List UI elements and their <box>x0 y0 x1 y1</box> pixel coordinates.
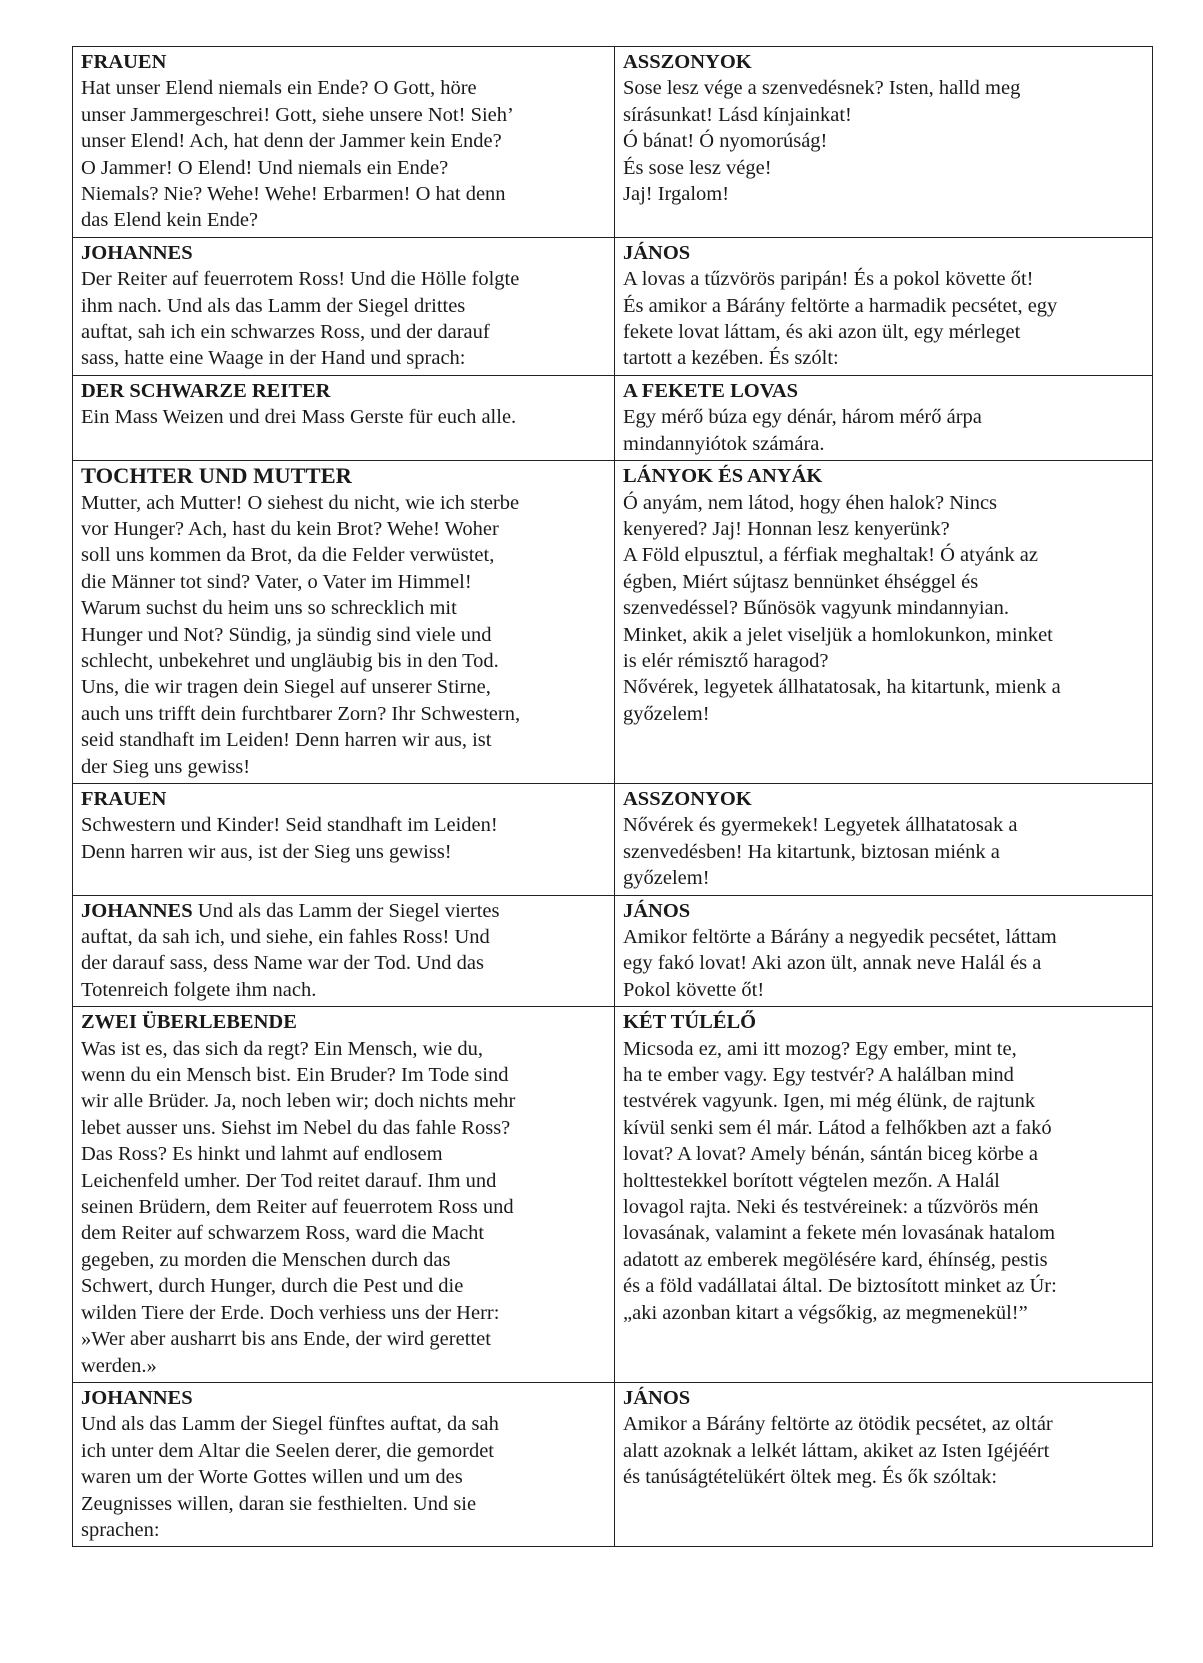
text-line: Nővérek és gyermekek! Legyetek állhatatosak a <box>623 814 1018 837</box>
text-line: sírásunkat! Lásd kínjainkat! <box>623 103 852 126</box>
hungarian-cell <box>615 461 1153 784</box>
hungarian-cell <box>615 895 1153 1007</box>
text-line: auftat, sah ich ein schwarzes Ross, und der darauf <box>81 321 490 344</box>
text-line-continuation: Und als das Lamm der Siegel viertes <box>192 899 500 922</box>
text-line: Amikor feltörte a Bárány a negyedik pecsétet, láttam <box>623 926 1057 948</box>
text-line: der darauf sass, dess Name war der Tod. Und das <box>81 952 484 975</box>
text-line: Leichenfeld umher. Der Tod reitet darauf. Ihm und <box>81 1169 497 1192</box>
speaker-name: KÉT TÚLÉLŐ <box>623 1011 757 1034</box>
text-line: fekete lovat láttam, és aki azon ült, egy mérleget <box>623 321 1021 344</box>
speaker-name: FRAUEN <box>81 787 167 810</box>
text-line: wilden Tiere der Erde. Doch verhiess uns der Herr: <box>81 1301 500 1324</box>
speaker-name: LÁNYOK ÉS ANYÁK <box>623 465 823 488</box>
text-line: És sose lesz vége! <box>623 156 772 179</box>
text-line: Amikor a Bárány feltörte az ötödik pecsétet, az oltár <box>623 1413 1053 1436</box>
text-line: Das Ross? Es hinkt und lahmt auf endlosem <box>81 1143 443 1166</box>
hungarian-cell <box>615 375 1153 460</box>
text-line: „aki azonban kitart a végsőkig, az megmenekül!” <box>623 1301 1028 1324</box>
text-line: Schwert, durch Hunger, durch die Pest und die <box>81 1275 464 1298</box>
german-cell <box>73 1007 615 1383</box>
text-line: adatott az emberek megölésére kard, éhínség, pestis <box>623 1248 1048 1271</box>
text-line: És amikor a Bárány feltörte a harmadik pecsétet, egy <box>623 294 1058 317</box>
german-cell <box>73 237 615 375</box>
text-line: waren um der Worte Gottes willen und um des <box>81 1466 463 1489</box>
text-line: Nővérek, legyetek állhatatosak, ha kitartunk, mienk a <box>623 676 1061 699</box>
text-line: sprachen: <box>81 1518 160 1541</box>
text-line: kívül senki sem él már. Látod a felhőkben azt a fakó <box>623 1116 1052 1139</box>
hungarian-cell <box>615 1007 1153 1383</box>
text-line: O Jammer! O Elend! Und niemals ein Ende? <box>81 156 449 179</box>
speaker-name: JÁNOS <box>623 899 691 922</box>
speaker-name: JOHANNES <box>81 241 193 264</box>
german-cell <box>73 783 615 895</box>
text-line: Ó bánat! Ó nyomorúság! <box>623 130 828 153</box>
text-line: Uns, die wir tragen dein Siegel auf unserer Stirne, <box>81 676 491 699</box>
speaker-name: JOHANNES <box>81 1386 193 1409</box>
text-line: A Föld elpusztul, a férfiak meghaltak! Ó atyánk az <box>623 544 1038 567</box>
speaker-name: ZWEI ÜBERLEBENDE <box>81 1011 297 1034</box>
text-line: schlecht, unbekehret und ungläubig bis in den Tod. <box>81 649 499 672</box>
text-line: Denn harren wir aus, ist der Sieg uns gewiss! <box>81 840 452 863</box>
text-line: Zeugnisses willen, daran sie festhielten. Und sie <box>81 1492 477 1515</box>
text-line: testvérek vagyunk. Igen, mi még élünk, de rajtunk <box>623 1090 1036 1113</box>
text-line: der Sieg uns gewiss! <box>81 755 251 778</box>
text-line: Der Reiter auf feuerrotem Ross! Und die Hölle folgte <box>81 268 520 291</box>
text-line: holttestekkel borított végtelen mezőn. A Halál <box>623 1169 1000 1192</box>
text-line: Micsoda ez, ami itt mozog? Egy ember, mint te, <box>623 1037 1017 1060</box>
text-line: seinen Brüdern, dem Reiter auf feuerrotem Ross und <box>81 1196 514 1219</box>
text-line: seid standhaft im Leiden! Denn harren wir aus, ist <box>81 729 492 752</box>
text-line <box>81 898 607 924</box>
text-line: Niemals? Nie? Wehe! Wehe! Erbarmen! O hat denn <box>81 183 506 206</box>
text-line: wenn du ein Mensch bist. Ein Bruder? Im Tode sind <box>81 1064 509 1087</box>
text-line: lovasának, valamint a fekete mén lovasának hatalom <box>623 1222 1056 1245</box>
hungarian-cell <box>615 783 1153 895</box>
text-line: egy fakó lovat! Aki azon ült, annak neve Halál és a <box>623 952 1042 975</box>
text-line: unser Jammergeschrei! Gott, siehe unsere Not! Sieh’ <box>81 103 514 126</box>
text-line: lovat? A lovat? Amely bénán, sántán biceg körbe a <box>623 1143 1038 1166</box>
text-line: is elér rémisztő haragod? <box>623 649 829 672</box>
text-line: Totenreich folgete ihm nach. <box>81 978 317 1001</box>
text-line: Mutter, ach Mutter! O siehest du nicht, wie ich sterbe <box>81 491 520 514</box>
german-cell <box>73 895 615 1007</box>
text-line: szenvedésben! Ha kitartunk, biztosan miénk a <box>623 840 1000 863</box>
speaker-name: A FEKETE LOVAS <box>623 379 799 402</box>
text-line: vor Hunger? Ach, hast du kein Brot? Wehe! Woher <box>81 517 499 540</box>
german-cell <box>73 375 615 460</box>
table-row <box>73 461 1153 784</box>
text-line: győzelem! <box>623 867 710 890</box>
table-row <box>73 237 1153 375</box>
table-row <box>73 895 1153 1007</box>
german-cell <box>73 47 615 238</box>
speaker-name: FRAUEN <box>81 51 167 73</box>
text-line: ha te ember vagy. Egy testvér? A halálban mind <box>623 1064 1014 1087</box>
text-line: sass, hatte eine Waage in der Hand und sprach: <box>81 347 466 370</box>
text-line: Hunger und Not? Sündig, ja sündig sind viele und <box>81 623 492 646</box>
text-line: das Elend kein Ende? <box>81 209 259 232</box>
table-row <box>73 1382 1153 1546</box>
text-line: Ó anyám, nem látod, hogy éhen halok? Nincs <box>623 491 998 514</box>
german-cell <box>73 461 615 784</box>
text-line: Sose lesz vége a szenvedésnek? Isten, halld meg <box>623 77 1021 100</box>
text-line: wir alle Brüder. Ja, noch leben wir; doch nichts mehr <box>81 1090 516 1113</box>
table-row <box>73 375 1153 460</box>
text-line: ich unter dem Altar die Seelen derer, die gemordet <box>81 1439 495 1462</box>
text-line: égben, Miért sújtasz bennünket éhséggel és <box>623 570 979 593</box>
hungarian-cell <box>615 237 1153 375</box>
text-line: auch uns trifft dein furchtbarer Zorn? Ihr Schwestern, <box>81 702 521 725</box>
text-line: die Männer tot sind? Vater, o Vater im Himmel! <box>81 570 472 593</box>
text-line: és tanúságtételükért öltek meg. És ők szóltak: <box>623 1466 998 1489</box>
hungarian-cell <box>615 47 1153 238</box>
text-line: szenvedéssel? Bűnösök vagyunk mindannyian. <box>623 597 1010 620</box>
text-line: Was ist es, das sich da regt? Ein Mensch, wie du, <box>81 1037 483 1060</box>
text-line: soll uns kommen da Brot, da die Felder verwüstet, <box>81 544 495 567</box>
text-line: Schwestern und Kinder! Seid standhaft im Leiden! <box>81 814 498 837</box>
text-line: kenyered? Jaj! Honnan lesz kenyerünk? <box>623 517 950 540</box>
text-line: és a föld vadállatai által. De biztosított minket az Úr: <box>623 1275 1057 1298</box>
text-line: Jaj! Irgalom! <box>623 183 730 206</box>
speaker-name: JÁNOS <box>623 1386 691 1409</box>
text-line: tartott a kezében. És szólt: <box>623 347 839 370</box>
text-line: Warum suchst du heim uns so schrecklich mit <box>81 597 457 620</box>
hungarian-cell <box>615 1382 1153 1546</box>
speaker-name: ASSZONYOK <box>623 51 752 73</box>
text-line: lebet ausser uns. Siehst im Nebel du das fahle Ross? <box>81 1116 511 1139</box>
text-line: Pokol követte őt! <box>623 978 765 1001</box>
text-line: »Wer aber ausharrt bis ans Ende, der wird gerettet <box>81 1328 491 1351</box>
text-line: Egy mérő búza egy dénár, három mérő árpa <box>623 406 982 429</box>
speaker-name: ASSZONYOK <box>623 787 752 810</box>
german-cell <box>73 1382 615 1546</box>
text-line: unser Elend! Ach, hat denn der Jammer kein Ende? <box>81 130 502 153</box>
text-line: dem Reiter auf schwarzem Ross, ward die Macht <box>81 1222 485 1245</box>
speaker-name: DER SCHWARZE REITER <box>81 379 331 402</box>
speaker-name: JÁNOS <box>623 241 691 264</box>
text-line: ihm nach. Und als das Lamm der Siegel drittes <box>81 294 466 317</box>
text-line: Minket, akik a jelet viseljük a homlokunkon, minket <box>623 623 1053 646</box>
table-row <box>73 47 1153 238</box>
text-line: Ein Mass Weizen und drei Mass Gerste für euch alle. <box>81 406 517 429</box>
speaker-name: JOHANNES <box>81 899 193 922</box>
text-line: werden.» <box>81 1354 157 1377</box>
text-line: auftat, da sah ich, und siehe, ein fahles Ross! Und <box>81 926 490 948</box>
text-line: alatt azoknak a lelkét láttam, akiket az Isten Igéjéért <box>623 1439 1050 1462</box>
table-row <box>73 783 1153 895</box>
text-line: győzelem! <box>623 702 710 725</box>
text-line: mindannyiótok számára. <box>623 432 825 455</box>
text-line: lovagol rajta. Neki és testvéreinek: a tűzvörös mén <box>623 1196 1039 1219</box>
text-line: A lovas a tűzvörös paripán! És a pokol követte őt! <box>623 268 1034 291</box>
text-line: gegeben, zu morden die Menschen durch das <box>81 1248 451 1271</box>
bilingual-libretto-table <box>72 46 1153 1547</box>
speaker-name: TOCHTER UND MUTTER <box>81 463 352 489</box>
document-page <box>72 46 1152 1547</box>
text-line: Hat unser Elend niemals ein Ende? O Gott, höre <box>81 77 477 100</box>
table-row <box>73 1007 1153 1383</box>
text-line: Und als das Lamm der Siegel fünftes auftat, da sah <box>81 1413 499 1436</box>
